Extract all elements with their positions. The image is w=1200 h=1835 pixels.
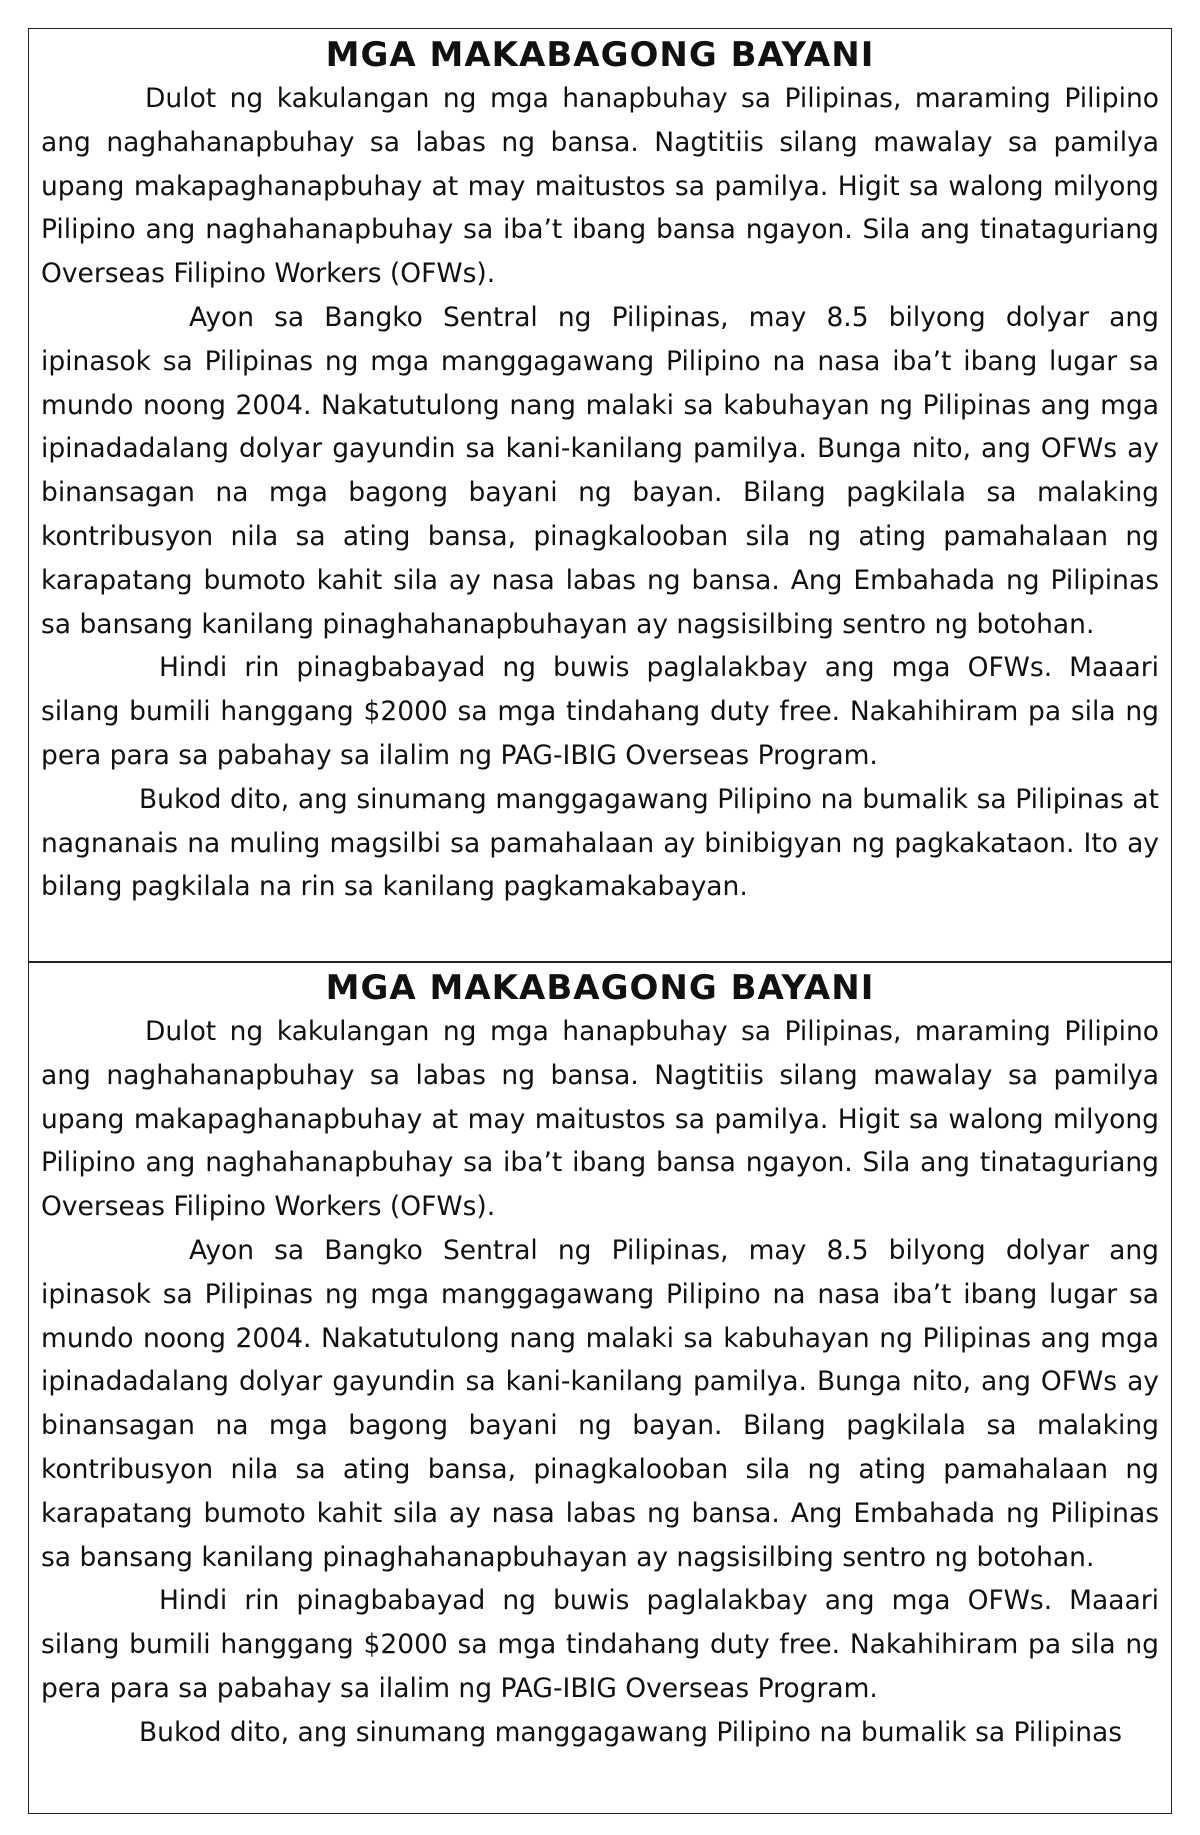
article-paragraph: Bukod dito, ang sinumang manggagawang Pilipino na bumalik sa Pilipinas <box>139 1716 1123 1748</box>
article-paragraph: Hindi rin pinagbabayad ng buwis paglalakbay ang mga OFWs. Maaari silang bumili hanggang $2000 sa mga tindahang duty free. Nakahihiram pa sila ng pera para sa pabahay sa ilalim ng PAG-IBIG Overseas Program. <box>41 652 1159 771</box>
article-paragraph: Dulot ng kakulangan ng mga hanapbuhay sa Pilipinas, maraming Pilipino ang naghahanapbuhay sa labas ng bansa. Nagtitiis silang mawalay sa pamilya upang makapaghanapbuhay at may maitustos sa pamilya. Higit sa walong milyong Pilipino ang naghahanapbuhay sa iba’t ibang bansa ngayon. Sila ang tinataguriang Overseas Filipino Workers (OFWs). <box>41 1016 1159 1223</box>
article-paragraph: Ayon sa Bangko Sentral ng Pilipinas, may 8.5 bilyong dolyar ang ipinasok sa Pilipinas ng mga manggagawang Pilipino na nasa iba’t ibang lugar sa mundo noong 2004. Nakatutulong nang malaki sa kabuhayan ng Pilipinas ang mga ipinadadalang dolyar gayundin sa kani-kanilang pamilya. Bunga nito, ang OFWs ay binansagan na mga bagong bayani ng bayan. Bilang pagkilala sa malaking kontribusyon nila sa ating bansa, pinagkalooban sila ng ating pamahalaan ng karapatang bumoto kahit sila ay nasa labas ng bansa. Ang Embahada ng Pilipinas sa bansang kanilang pinaghahanapbuhayan ay nagsisilbing sentro ng botohan. <box>41 301 1159 640</box>
article-title: MGA MAKABAGONG BAYANI <box>325 35 875 75</box>
article-paragraph: Hindi rin pinagbabayad ng buwis paglalakbay ang mga OFWs. Maaari silang bumili hanggang $2000 sa mga tindahang duty free. Nakahihiram pa sila ng pera para sa pabahay sa ilalim ng PAG-IBIG Overseas Program. <box>41 1585 1159 1704</box>
article-paragraph: Dulot ng kakulangan ng mga hanapbuhay sa Pilipinas, maraming Pilipino ang naghahanapbuhay sa labas ng bansa. Nagtitiis silang mawalay sa pamilya upang makapaghanapbuhay at may maitustos sa pamilya. Higit sa walong milyong Pilipino ang naghahanapbuhay sa iba’t ibang bansa ngayon. Sila ang tinataguriang Overseas Filipino Workers (OFWs). <box>41 83 1159 290</box>
article-title: MGA MAKABAGONG BAYANI <box>325 968 875 1008</box>
article-paragraph: Bukod dito, ang sinumang manggagawang Pilipino na bumalik sa Pilipinas at nagnanais na muling magsilbi sa pamahalaan ay binibigyan ng pagkakataon. Ito ay bilang pagkilala na rin sa kanilang pagkamakabayan. <box>41 783 1159 903</box>
article-box-bottom <box>28 961 1172 1814</box>
article-paragraph: Ayon sa Bangko Sentral ng Pilipinas, may 8.5 bilyong dolyar ang ipinasok sa Pilipinas ng mga manggagawang Pilipino na nasa iba’t ibang lugar sa mundo noong 2004. Nakatutulong nang malaki sa kabuhayan ng Pilipinas ang mga ipinadadalang dolyar gayundin sa kani-kanilang pamilya. Bunga nito, ang OFWs ay binansagan na mga bagong bayani ng bayan. Bilang pagkilala sa malaking kontribusyon nila sa ating bansa, pinagkalooban sila ng ating pamahalaan ng karapatang bumoto kahit sila ay nasa labas ng bansa. Ang Embahada ng Pilipinas sa bansang kanilang pinaghahanapbuhayan ay nagsisilbing sentro ng botohan. <box>41 1234 1159 1573</box>
article-box-top <box>28 28 1172 963</box>
